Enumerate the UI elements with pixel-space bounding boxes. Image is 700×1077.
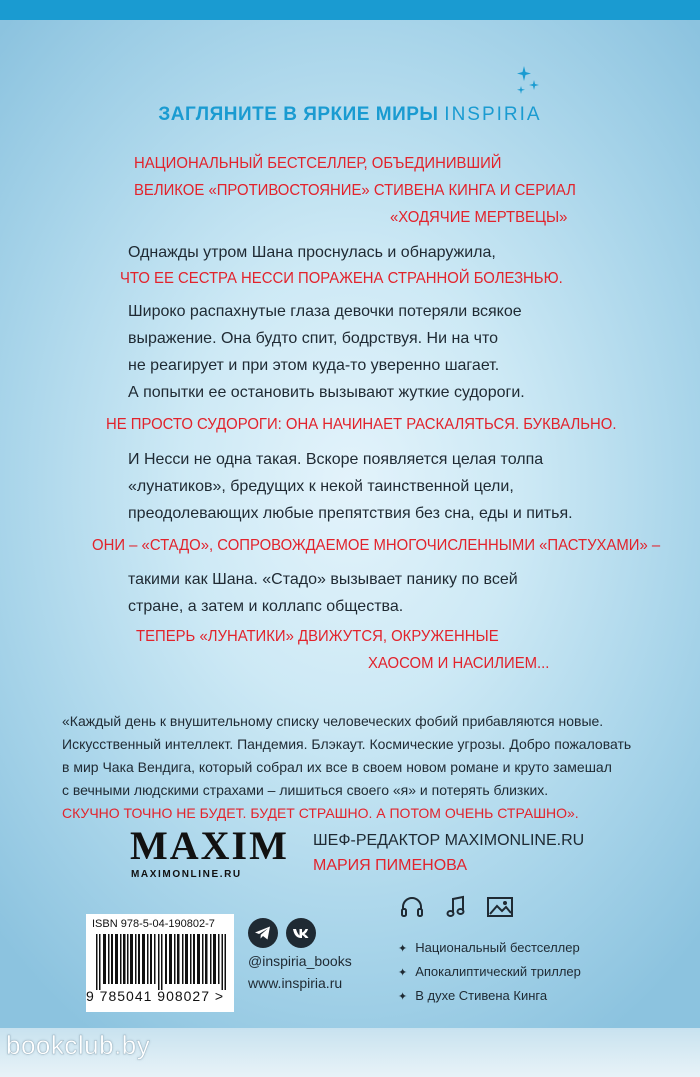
series-headline bbox=[0, 104, 700, 126]
feature-item: ✦ Апокалиптический триллер bbox=[398, 964, 581, 979]
endorser-name: МАРИЯ ПИМЕНОВА bbox=[313, 857, 467, 874]
headphones-icon bbox=[399, 894, 425, 925]
top-color-band bbox=[0, 0, 700, 20]
picture-icon bbox=[485, 894, 515, 925]
blurb-text: выражение. Она будто спит, бодрствуя. Ни на что bbox=[128, 330, 499, 347]
blurb-text: «лунатиков», бредущих к некой таинственной цели, bbox=[128, 478, 514, 495]
telegram-icon[interactable] bbox=[248, 918, 278, 948]
blurb-text: И Несси не одна такая. Вскоре появляется целая толпа bbox=[128, 451, 544, 468]
blurb-text: Широко распахнутые глаза девочки потеряли всякое bbox=[128, 303, 522, 320]
watermark: bookclub.by bbox=[6, 1030, 151, 1060]
barcode-digits: 9 785041 908027 > bbox=[86, 988, 225, 1004]
blurb-highlight: ЧТО ЕЕ СЕСТРА НЕССИ ПОРАЖЕНА СТРАННОЙ БОЛЕЗНЬЮ. bbox=[120, 270, 563, 287]
blurb-text: стране, а затем и коллапс общества. bbox=[128, 598, 404, 615]
blurb-text: Однажды утром Шана проснулась и обнаружила, bbox=[128, 244, 496, 261]
review-quote-line: с вечными людскими страхами – лишиться своего «я» и потерять близких. bbox=[62, 782, 549, 798]
maxim-logo: MAXIM bbox=[130, 823, 289, 868]
tagline-line-2: ВЕЛИКОЕ «ПРОТИВОСТОЯНИЕ» СТИВЕНА КИНГА И СЕРИАЛ bbox=[134, 182, 576, 199]
blurb-text: А попытки ее остановить вызывают жуткие судороги. bbox=[128, 384, 525, 401]
blurb-text: преодолевающих любые препятствия без сна, еды и питья. bbox=[128, 505, 573, 522]
sparkle-icon bbox=[512, 64, 542, 98]
review-quote-line: «Каждый день к внушительному списку человеческих фобий прибавляются новые. bbox=[62, 713, 604, 729]
maxim-logo-subtitle: MAXIMONLINE.RU bbox=[131, 869, 242, 880]
blurb-highlight: ХАОСОМ И НАСИЛИЕМ... bbox=[368, 655, 550, 672]
diamond-icon: ✦ bbox=[398, 943, 408, 955]
barcode-icon bbox=[96, 934, 226, 990]
headline-text: ЗАГЛЯНИТЕ В ЯРКИЕ МИРЫ bbox=[158, 104, 439, 125]
tagline-line-3: «ХОДЯЧИЕ МЕРТВЕЦЫ» bbox=[390, 209, 568, 226]
website-link[interactable]: www.inspiria.ru bbox=[248, 975, 343, 991]
feature-item: ✦ Национальный бестселлер bbox=[398, 940, 580, 955]
brand-name: INSPIRIA bbox=[444, 104, 542, 125]
blurb-text: не реагирует и при этом куда-то уверенно шагает. bbox=[128, 357, 500, 374]
review-quote-highlight: СКУЧНО ТОЧНО НЕ БУДЕТ. БУДЕТ СТРАШНО. А ПОТОМ ОЧЕНЬ СТРАШНО». bbox=[62, 805, 579, 821]
diamond-icon: ✦ bbox=[398, 967, 408, 979]
tagline-line-1: НАЦИОНАЛЬНЫЙ БЕСТСЕЛЛЕР, ОБЪЕДИНИВШИЙ bbox=[134, 155, 502, 172]
isbn-number: ISBN 978-5-04-190802-7 bbox=[92, 918, 215, 930]
review-quote-line: в мир Чака Вендига, который собрал их все в своем новом романе и круто замешал bbox=[62, 759, 612, 775]
format-icons bbox=[383, 894, 543, 934]
music-note-icon bbox=[443, 894, 469, 925]
blurb-text: такими как Шана. «Стадо» вызывает панику по всей bbox=[128, 571, 518, 588]
feature-item: ✦ В духе Стивена Кинга bbox=[398, 988, 548, 1003]
blurb-highlight: ОНИ – «СТАДО», СОПРОВОЖДАЕМОЕ МНОГОЧИСЛЕННЫМИ «ПАСТУХАМИ» – bbox=[92, 537, 661, 554]
vk-icon[interactable] bbox=[286, 918, 316, 948]
endorser-role: ШЕФ-РЕДАКТОР MAXIMONLINE.RU bbox=[313, 832, 585, 849]
blurb-highlight: НЕ ПРОСТО СУДОРОГИ: ОНА НАЧИНАЕТ РАСКАЛЯТЬСЯ. БУКВАЛЬНО. bbox=[106, 416, 617, 433]
review-quote-line: Искусственный интеллект. Пандемия. Блэкаут. Космические угрозы. Добро пожаловать bbox=[62, 736, 632, 752]
social-handle[interactable]: @inspiria_books bbox=[248, 953, 352, 969]
blurb-highlight: ТЕПЕРЬ «ЛУНАТИКИ» ДВИЖУТСЯ, ОКРУЖЕННЫЕ bbox=[136, 628, 499, 645]
diamond-icon: ✦ bbox=[398, 991, 408, 1003]
